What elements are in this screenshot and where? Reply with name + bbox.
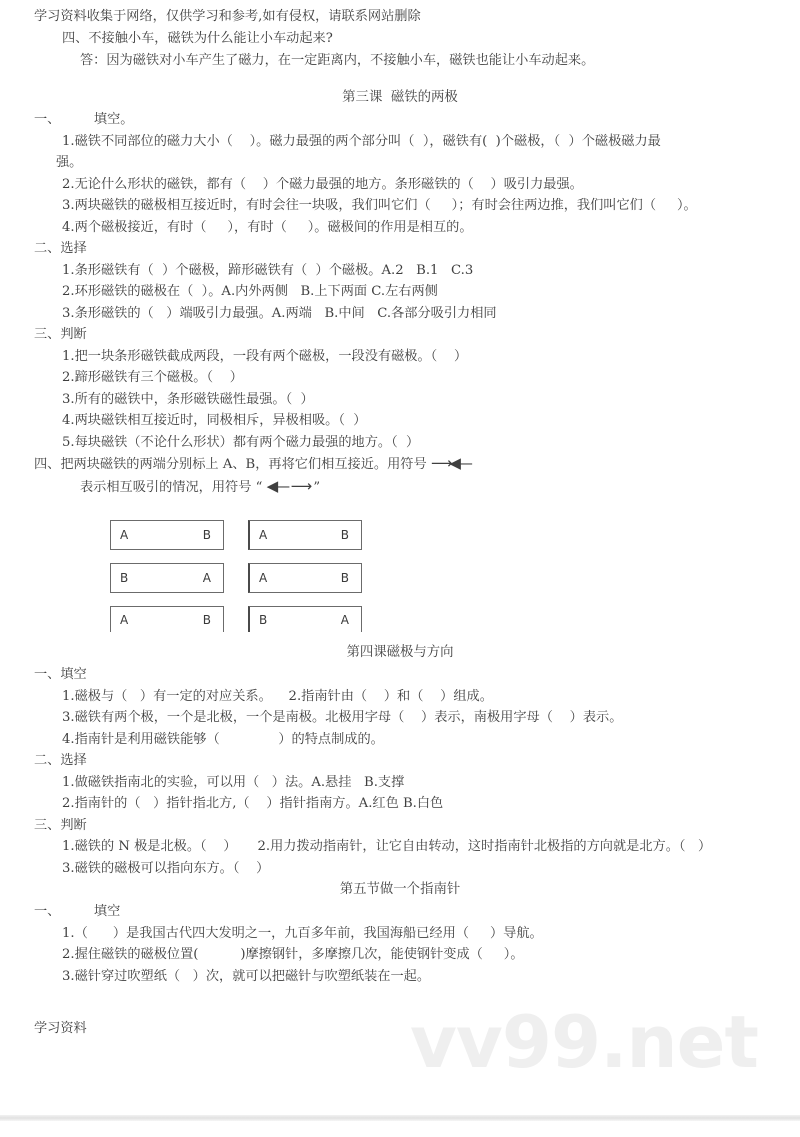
magnet-box-1 xyxy=(110,520,224,550)
lesson4-s3-item3: 3.磁铁的磁极可以指向东方。（ ） xyxy=(62,860,270,876)
lesson3-section1-heading: 一、 填空。 xyxy=(34,112,134,127)
lesson3-s1-item2: 2.无论什么形状的磁铁，都有（ ）个磁力最强的地方。条形磁铁的（ ）吸引力最强。 xyxy=(62,176,583,192)
lesson3-section3-heading: 三、判断 xyxy=(34,327,87,342)
lesson5-s1-item3: 3.磁针穿过吹塑纸（ ）次，就可以把磁针与吹塑纸装在一起。 xyxy=(62,968,431,984)
arrow-repel-icon: ⟶◀— xyxy=(430,454,470,472)
lesson3-s3-item5: 5.每块磁铁（不论什么形状）都有两个磁力最强的地方。（ ） xyxy=(62,434,420,450)
magnet-box-2-left-label: A xyxy=(259,528,268,542)
lesson4-title: 第四课磁极与方向 xyxy=(346,645,454,660)
lesson3-title: 第三课 磁铁的两极 xyxy=(342,90,458,105)
magnet-box-2 xyxy=(248,520,362,550)
magnet-box-6 xyxy=(248,606,362,632)
magnet-box-5 xyxy=(110,606,224,632)
lesson3-s2-item3: 3.条形磁铁的（ ）端吸引力最强。A.两端 B.中间 C.各部分吸引力相同 xyxy=(62,305,497,321)
magnet-box-6-left-label: B xyxy=(259,612,268,627)
lesson4-s3-item1: 1.磁铁的 N 极是北极。（ ） 2.用力拨动指南针，让它自由转动，这时指南针北极指的方向就是北方。（ ） xyxy=(62,839,712,854)
section4-line1-text: 四、把两块磁铁的两端分别标上 A、B，再将它们相互接近。用符号 xyxy=(34,457,431,472)
magnet-box-4 xyxy=(248,563,362,593)
magnet-box-6-right-label: A xyxy=(340,612,349,627)
footer-note: 学习资料 xyxy=(34,1021,87,1036)
magnet-box-3-left-label: B xyxy=(120,571,129,585)
magnet-box-5-right-label: B xyxy=(202,612,211,627)
lesson3-s3-item1: 1.把一块条形磁铁截成两段，一段有两个磁极，一段没有磁极。（ ） xyxy=(62,348,468,364)
magnet-box-3 xyxy=(110,563,224,593)
magnet-box-5-left-label: A xyxy=(120,612,129,627)
section4-line2-after: ” xyxy=(309,479,321,495)
lesson3-s3-item4: 4.两块磁铁相互接近时，同极相斥，异极相吸。（ ） xyxy=(62,413,367,428)
lesson4-s1-item4: 4.指南针是利用磁铁能够（ ）的特点制成的。 xyxy=(62,731,384,747)
intro-question: 四、不接触小车，磁铁为什么能让小车动起来? xyxy=(62,31,333,46)
magnet-box-1-right-label: B xyxy=(202,528,211,542)
lesson3-section4-line1 xyxy=(0,453,800,476)
lesson3-s3-item3: 3.所有的磁铁中，条形磁铁磁性最强。（ ） xyxy=(62,391,314,407)
magnet-box-4-right-label: B xyxy=(340,571,349,585)
lesson3-s1-item3: 3.两块磁铁的磁极相互接近时，有时会往一块吸，我们叫它们（ ）；有时会往两边推，我们叫它们（ ）。 xyxy=(62,198,697,213)
lesson4-section3-heading: 三、判断 xyxy=(34,817,87,833)
lesson3-section2-heading: 二、选择 xyxy=(34,241,87,256)
lesson4-s1-item1: 1.磁极与（ ）有一定的对应关系。 2.指南针由（ ）和（ ）组成。 xyxy=(62,688,493,704)
lesson3-s2-item1: 1.条形磁铁有（ ）个磁极，蹄形磁铁有（ ）个磁极。A.2 B.1 C.3 xyxy=(62,262,474,278)
magnet-box-4-left-label: A xyxy=(259,571,268,585)
magnet-box-3-right-label: A xyxy=(202,571,211,585)
intro-answer: 答：因为磁铁对小车产生了磁力，在一定距离内，不接触小车，磁铁也能让小车动起来。 xyxy=(80,52,595,68)
lesson3-s1-item1-wrap: 强。 xyxy=(56,155,83,170)
magnet-box-1-left-label: A xyxy=(120,528,129,542)
arrow-attract-icon: ◀— ⟶ xyxy=(266,476,310,495)
lesson4-s2-item1: 1.做磁铁指南北的实验，可以用（ ）法。A.悬挂 B.支撑 xyxy=(62,774,405,790)
lesson5-s1-item2: 2.握住磁铁的磁极位置( )摩擦钢针，多摩擦几次，能使钢针变成（ ）。 xyxy=(62,947,524,962)
lesson3-s1-item1: 1.磁铁不同部位的磁力大小（ ）。磁力最强的两个部分叫（ ），磁铁有( )个磁极，（ ）个磁极磁力最 xyxy=(62,133,661,149)
lesson5-title: 第五节做一个指南针 xyxy=(339,882,461,897)
lesson4-section1-heading: 一、填空 xyxy=(34,667,87,682)
lesson4-s2-item2: 2.指南针的（ ）指针指北方,（ ）指针指南方。A.红色 B.白色 xyxy=(62,796,444,811)
lesson3-section4-line2 xyxy=(0,476,800,499)
lesson5-s1-item1: 1.（ ）是我国古代四大发明之一，九百多年前，我国海船已经用（ ）导航。 xyxy=(62,925,543,941)
lesson3-s1-item4: 4.两个磁极接近，有时（ ），有时（ ）。磁极间的作用是相互的。 xyxy=(62,219,473,235)
lesson3-s3-item2: 2.蹄形磁铁有三个磁极。（ ） xyxy=(62,370,243,385)
lesson5-section1-heading: 一、 填空 xyxy=(34,904,121,919)
watermark-text: vv99.net xyxy=(410,1000,758,1084)
lesson4-s1-item3: 3.磁铁有两个极，一个是北极，一个是南极。北极用字母（ ）表示，南极用字母（ ）表示。 xyxy=(62,710,623,725)
header-note: 学习资料收集于网络，仅供学习和参考,如有侵权，请联系网站删除 xyxy=(34,9,421,24)
magnet-box-diagram xyxy=(0,510,800,642)
lesson3-s2-item2: 2.环形磁铁的磁极在（ ）。A.内外两侧 B.上下两面 C.左右两侧 xyxy=(62,284,438,299)
bottom-divider xyxy=(0,1115,800,1121)
magnet-box-2-right-label: B xyxy=(340,528,349,542)
section4-line2-text: 表示相互吸引的情况，用符号 “ xyxy=(80,479,267,495)
lesson4-section2-heading: 二、选择 xyxy=(34,753,87,768)
